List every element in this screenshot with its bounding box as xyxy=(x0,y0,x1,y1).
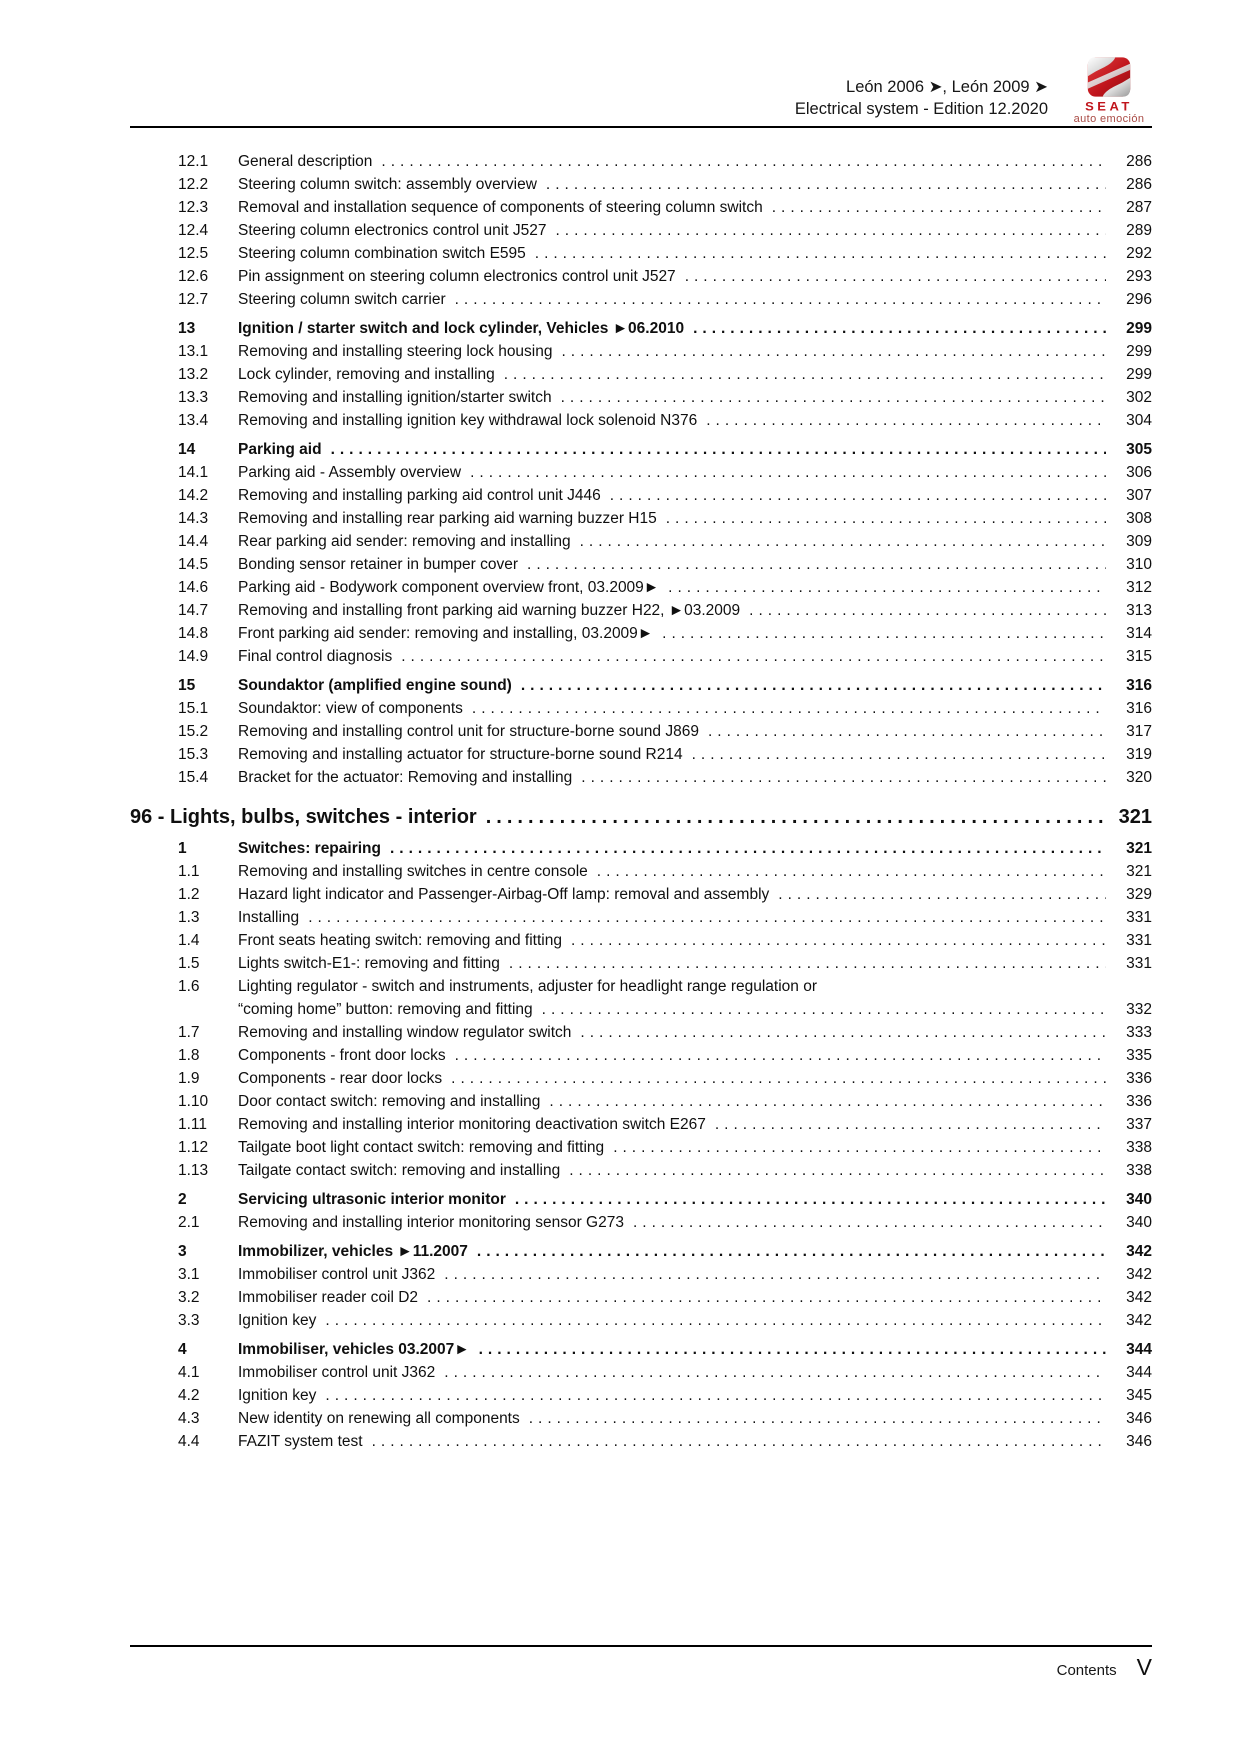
toc-entry xyxy=(130,1384,1152,1407)
entry-number: 1.6 xyxy=(178,978,200,995)
entry-number: 1.7 xyxy=(178,1024,200,1041)
toc-entry xyxy=(130,265,1152,288)
entry-number: 12.6 xyxy=(178,268,209,285)
entry-number: 15.2 xyxy=(178,723,209,740)
dot-leader xyxy=(633,1211,1106,1234)
entry-number: 13 xyxy=(178,320,196,337)
entry-number: 13.3 xyxy=(178,389,209,406)
dot-leader xyxy=(778,883,1106,906)
entry-title: FAZIT system test xyxy=(238,1433,363,1450)
entry-title: Lighting regulator - switch and instruments, adjuster for headlight range regulation or xyxy=(238,978,817,995)
entry-title: Steering column switch: assembly overview xyxy=(238,176,537,193)
toc-entry xyxy=(130,1044,1152,1067)
entry-title: Soundaktor: view of components xyxy=(238,700,463,717)
entry-page-number: 319 xyxy=(1126,746,1152,763)
entry-number: 4.1 xyxy=(178,1364,200,1381)
entry-title: Final control diagnosis xyxy=(238,648,393,665)
entry-title: Immobiliser control unit J362 xyxy=(238,1364,436,1381)
entry-page-number: 286 xyxy=(1126,153,1152,170)
entry-number: 14 xyxy=(178,441,196,458)
toc-entry xyxy=(130,1090,1152,1113)
entry-page-number: 292 xyxy=(1126,245,1152,262)
entry-page-number: 342 xyxy=(1126,1289,1152,1306)
entry-page-number: 321 xyxy=(1126,840,1152,857)
entry-number: 14.2 xyxy=(178,487,209,504)
dot-leader xyxy=(521,674,1106,697)
entry-page-number: 340 xyxy=(1126,1191,1152,1208)
entry-title: Removing and installing ignition key withdrawal lock solenoid N376 xyxy=(238,412,698,429)
entry-number: 12.7 xyxy=(178,291,209,308)
entry-title: Removing and installing switches in centre console xyxy=(238,863,588,880)
toc-entry xyxy=(130,386,1152,409)
entry-title: Steering column switch carrier xyxy=(238,291,446,308)
footer-contents-label: Contents xyxy=(1056,1662,1117,1679)
entry-number: 1 xyxy=(178,840,187,857)
dot-leader xyxy=(515,1188,1106,1211)
entry-number: 4.4 xyxy=(178,1433,200,1450)
entry-title: Lock cylinder, removing and installing xyxy=(238,366,495,383)
dot-leader xyxy=(597,860,1106,883)
entry-page-number: 316 xyxy=(1126,700,1152,717)
toc-entry xyxy=(130,409,1152,432)
toc-entry xyxy=(130,1286,1152,1309)
entry-page-number: 306 xyxy=(1126,464,1152,481)
toc-entry xyxy=(130,622,1152,645)
entry-number: 1.8 xyxy=(178,1047,200,1064)
toc-entry xyxy=(130,1407,1152,1430)
entry-page-number: 345 xyxy=(1126,1387,1152,1404)
entry-title: Immobiliser control unit J362 xyxy=(238,1266,436,1283)
dot-leader xyxy=(562,340,1107,363)
entry-page-number: 312 xyxy=(1126,579,1152,596)
entry-title: Tailgate contact switch: removing and installing xyxy=(238,1162,561,1179)
entry-title: Removing and installing actuator for structure-borne sound R214 xyxy=(238,746,683,763)
entry-title: General description xyxy=(238,153,373,170)
entry-number: 14.5 xyxy=(178,556,209,573)
entry-number: 14.9 xyxy=(178,648,209,665)
page-header xyxy=(795,76,1048,120)
dot-leader xyxy=(470,461,1106,484)
entry-title: Components - front door locks xyxy=(238,1047,446,1064)
toc-entry xyxy=(130,929,1152,952)
dot-leader xyxy=(715,1113,1106,1136)
entry-page-number: 336 xyxy=(1126,1070,1152,1087)
toc-entry xyxy=(130,1067,1152,1090)
entry-title: Immobiliser, vehicles 03.2007► xyxy=(238,1341,470,1358)
dot-leader xyxy=(662,622,1106,645)
entry-page-number: 346 xyxy=(1126,1433,1152,1450)
header-rule xyxy=(130,126,1152,128)
entry-page-number: 299 xyxy=(1126,320,1152,337)
toc-entry xyxy=(130,1263,1152,1286)
entry-number: 14.8 xyxy=(178,625,209,642)
entry-number: 12.2 xyxy=(178,176,209,193)
toc-entry xyxy=(130,743,1152,766)
dot-leader xyxy=(692,743,1106,766)
entry-title: 96 - Lights, bulbs, switches - interior xyxy=(130,806,477,828)
toc-entry xyxy=(130,1309,1152,1332)
entry-page-number: 321 xyxy=(1118,806,1152,828)
dot-leader xyxy=(427,1286,1106,1309)
entry-number: 14.7 xyxy=(178,602,209,619)
entry-title: Rear parking aid sender: removing and installing xyxy=(238,533,571,550)
toc-entry xyxy=(130,553,1152,576)
header-edition-line: Electrical system - Edition 12.2020 xyxy=(794,100,1048,118)
toc-entry xyxy=(130,150,1152,173)
toc-entry xyxy=(130,363,1152,386)
entry-page-number: 286 xyxy=(1126,176,1152,193)
entry-page-number: 335 xyxy=(1126,1047,1152,1064)
entry-page-number: 304 xyxy=(1126,412,1152,429)
seat-tagline-text: auto emoción xyxy=(1073,113,1145,125)
entry-title: Ignition key xyxy=(238,1312,317,1329)
dot-leader xyxy=(708,720,1106,743)
entry-page-number: 342 xyxy=(1126,1312,1152,1329)
entry-title: Front seats heating switch: removing and fitting xyxy=(238,932,562,949)
toc-entry xyxy=(130,883,1152,906)
dot-leader xyxy=(529,1407,1106,1430)
page-footer xyxy=(130,1645,1152,1681)
toc-entry xyxy=(130,1240,1152,1263)
toc-entry xyxy=(130,219,1152,242)
entry-number: 15.1 xyxy=(178,700,209,717)
entry-number: 13.4 xyxy=(178,412,209,429)
entry-page-number: 302 xyxy=(1126,389,1152,406)
dot-leader xyxy=(444,1361,1106,1384)
entry-page-number: 299 xyxy=(1126,366,1152,383)
dot-leader xyxy=(772,196,1106,219)
toc-entry xyxy=(130,1113,1152,1136)
dot-leader xyxy=(479,1338,1106,1361)
dot-leader xyxy=(486,803,1106,831)
seat-brand-text: SEAT xyxy=(1085,99,1133,114)
entry-title: Removing and installing rear parking aid warning buzzer H15 xyxy=(238,510,657,527)
toc-entry xyxy=(130,952,1152,975)
entry-title: Lights switch-E1-: removing and fitting xyxy=(238,955,500,972)
toc-entry xyxy=(130,645,1152,668)
entry-page-number: 305 xyxy=(1126,441,1152,458)
dot-leader xyxy=(613,1136,1106,1159)
entry-page-number: 296 xyxy=(1126,291,1152,308)
toc-entry xyxy=(130,438,1152,461)
entry-page-number: 342 xyxy=(1126,1243,1152,1260)
entry-number: 3.2 xyxy=(178,1289,200,1306)
toc-entry xyxy=(130,242,1152,265)
toc-entry xyxy=(130,599,1152,622)
entry-number: 3 xyxy=(178,1243,187,1260)
entry-page-number: 346 xyxy=(1126,1410,1152,1427)
entry-page-number: 338 xyxy=(1126,1139,1152,1156)
toc xyxy=(130,150,1152,1453)
entry-page-number: 314 xyxy=(1126,625,1152,642)
entry-title: Ignition / starter switch and lock cylinder, Vehicles ►06.2010 xyxy=(238,320,685,337)
entry-title: Bonding sensor retainer in bumper cover xyxy=(238,556,519,573)
toc-entry xyxy=(130,530,1152,553)
entry-title: Tailgate boot light contact switch: removing and fitting xyxy=(238,1139,605,1156)
entry-page-number: 309 xyxy=(1126,533,1152,550)
dot-leader xyxy=(571,929,1106,952)
entry-page-number: 340 xyxy=(1126,1214,1152,1231)
entry-number: 14.3 xyxy=(178,510,209,527)
entry-page-number: 289 xyxy=(1126,222,1152,239)
entry-title: Removing and installing front parking aid warning buzzer H22, ►03.2009 xyxy=(238,602,741,619)
entry-number: 12.4 xyxy=(178,222,209,239)
dot-leader xyxy=(308,906,1106,929)
dot-leader xyxy=(668,576,1106,599)
toc-entry xyxy=(130,837,1152,860)
entry-number: 14.6 xyxy=(178,579,209,596)
entry-number: 1.4 xyxy=(178,932,200,949)
dot-leader xyxy=(477,1240,1106,1263)
entry-number: 1.13 xyxy=(178,1162,209,1179)
toc-entry xyxy=(130,484,1152,507)
dot-leader xyxy=(535,242,1106,265)
dot-leader xyxy=(549,1090,1106,1113)
toc-entry xyxy=(130,697,1152,720)
entry-title: Hazard light indicator and Passenger-Airbag-Off lamp: removal and assembly xyxy=(238,886,770,903)
entry-title: Steering column combination switch E595 xyxy=(238,245,526,262)
seat-s-emblem-icon xyxy=(1087,56,1131,98)
entry-number: 1.5 xyxy=(178,955,200,972)
dot-leader xyxy=(325,1309,1106,1332)
entry-title: Removing and installing control unit for structure-borne sound J869 xyxy=(238,723,699,740)
toc-entry xyxy=(130,720,1152,743)
dot-leader xyxy=(451,1067,1106,1090)
entry-title: Parking aid xyxy=(238,441,322,458)
entry-number: 13.2 xyxy=(178,366,209,383)
entry-number: 1.9 xyxy=(178,1070,200,1087)
dot-leader xyxy=(390,837,1106,860)
entry-number: 12.1 xyxy=(178,153,209,170)
footer-page-number: V xyxy=(1136,1654,1152,1680)
entry-title: Steering column electronics control unit J527 xyxy=(238,222,547,239)
toc-entry xyxy=(130,1361,1152,1384)
toc-entry xyxy=(130,998,1152,1021)
entry-number: 2 xyxy=(178,1191,187,1208)
entry-title: Immobilizer, vehicles ►11.2007 xyxy=(238,1243,468,1260)
toc-entry xyxy=(130,288,1152,311)
entry-title: Components - rear door locks xyxy=(238,1070,443,1087)
entry-title: Removal and installation sequence of components of steering column switch xyxy=(238,199,763,216)
entry-number: 1.3 xyxy=(178,909,200,926)
entry-title: Soundaktor (amplified engine sound) xyxy=(238,677,512,694)
entry-title: Removing and installing interior monitoring deactivation switch E267 xyxy=(238,1116,706,1133)
toc-entry xyxy=(130,906,1152,929)
entry-page-number: 331 xyxy=(1126,932,1152,949)
entry-title: Bracket for the actuator: Removing and installing xyxy=(238,769,573,786)
dot-leader xyxy=(666,507,1106,530)
entry-title: Parking aid - Bodywork component overview front, 03.2009► xyxy=(238,579,660,596)
entry-title: Removing and installing steering lock housing xyxy=(238,343,553,360)
entry-title: Removing and installing ignition/starter switch xyxy=(238,389,552,406)
entry-number: 1.12 xyxy=(178,1139,209,1156)
entry-page-number: 342 xyxy=(1126,1266,1152,1283)
toc-entry xyxy=(130,1338,1152,1361)
dot-leader xyxy=(509,952,1106,975)
toc-entry xyxy=(130,317,1152,340)
toc-entry xyxy=(130,461,1152,484)
entry-page-number: 344 xyxy=(1126,1341,1152,1358)
entry-page-number: 344 xyxy=(1126,1364,1152,1381)
entry-title: New identity on renewing all components xyxy=(238,1410,520,1427)
entry-page-number: 320 xyxy=(1126,769,1152,786)
toc-entry xyxy=(130,766,1152,789)
seat-logo xyxy=(1072,56,1146,125)
dot-leader xyxy=(685,265,1106,288)
entry-title: Parking aid - Assembly overview xyxy=(238,464,462,481)
entry-number: 12.5 xyxy=(178,245,209,262)
entry-page-number: 332 xyxy=(1126,1001,1152,1018)
entry-number: 14.4 xyxy=(178,533,209,550)
entry-title: Ignition key xyxy=(238,1387,317,1404)
entry-number: 1.2 xyxy=(178,886,200,903)
entry-number: 15 xyxy=(178,677,196,694)
entry-title: Switches: repairing xyxy=(238,840,381,857)
entry-page-number: 337 xyxy=(1126,1116,1152,1133)
toc-entry xyxy=(130,803,1152,831)
entry-page-number: 307 xyxy=(1126,487,1152,504)
dot-leader xyxy=(693,317,1106,340)
dot-leader xyxy=(706,409,1106,432)
dot-leader xyxy=(504,363,1106,386)
entry-title: “coming home” button: removing and fitting xyxy=(238,1001,533,1018)
toc-entry xyxy=(130,576,1152,599)
entry-page-number: 338 xyxy=(1126,1162,1152,1179)
dot-leader xyxy=(581,766,1106,789)
entry-page-number: 310 xyxy=(1126,556,1152,573)
dot-leader xyxy=(555,219,1106,242)
entry-number: 13.1 xyxy=(178,343,209,360)
entry-title: Installing xyxy=(238,909,300,926)
entry-page-number: 293 xyxy=(1126,268,1152,285)
entry-title: Removing and installing interior monitoring sensor G273 xyxy=(238,1214,624,1231)
toc-entry xyxy=(130,196,1152,219)
entry-page-number: 315 xyxy=(1126,648,1152,665)
entry-number: 3.3 xyxy=(178,1312,200,1329)
entry-page-number: 317 xyxy=(1126,723,1152,740)
toc-entry xyxy=(130,1159,1152,1182)
toc-entry xyxy=(130,1430,1152,1453)
entry-number: 12.3 xyxy=(178,199,209,216)
entry-number: 4.3 xyxy=(178,1410,200,1427)
entry-page-number: 313 xyxy=(1126,602,1152,619)
toc-entry xyxy=(130,975,1152,998)
entry-page-number: 333 xyxy=(1126,1024,1152,1041)
entry-title: Removing and installing window regulator switch xyxy=(238,1024,572,1041)
entry-number: 15.4 xyxy=(178,769,209,786)
dot-leader xyxy=(542,998,1106,1021)
entry-number: 4.2 xyxy=(178,1387,200,1404)
dot-leader xyxy=(472,697,1106,720)
dot-leader xyxy=(444,1263,1106,1286)
toc-entry xyxy=(130,507,1152,530)
dot-leader xyxy=(610,484,1106,507)
entry-title: Pin assignment on steering column electronics control unit J527 xyxy=(238,268,676,285)
entry-page-number: 329 xyxy=(1126,886,1152,903)
dot-leader xyxy=(580,1021,1106,1044)
entry-number: 1.1 xyxy=(178,863,200,880)
dot-leader xyxy=(455,288,1106,311)
dot-leader xyxy=(401,645,1106,668)
toc-entry xyxy=(130,1211,1152,1234)
entry-number: 2.1 xyxy=(178,1214,200,1231)
entry-number: 15.3 xyxy=(178,746,209,763)
entry-title: Immobiliser reader coil D2 xyxy=(238,1289,419,1306)
entry-number: 14.1 xyxy=(178,464,209,481)
entry-number: 3.1 xyxy=(178,1266,200,1283)
header-model-line: León 2006 ➤, León 2009 ➤ xyxy=(846,78,1048,96)
toc-entry xyxy=(130,860,1152,883)
entry-page-number: 287 xyxy=(1126,199,1152,216)
entry-title: Door contact switch: removing and installing xyxy=(238,1093,541,1110)
entry-page-number: 331 xyxy=(1126,955,1152,972)
toc-entry xyxy=(130,340,1152,363)
entry-number: 4 xyxy=(178,1341,187,1358)
entry-title: Servicing ultrasonic interior monitor xyxy=(238,1191,506,1208)
dot-leader xyxy=(561,386,1106,409)
toc-entry xyxy=(130,1188,1152,1211)
dot-leader xyxy=(749,599,1106,622)
dot-leader xyxy=(527,553,1106,576)
entry-number: 1.10 xyxy=(178,1093,209,1110)
dot-leader xyxy=(325,1384,1106,1407)
dot-leader xyxy=(372,1430,1106,1453)
dot-leader xyxy=(331,438,1106,461)
entry-page-number: 299 xyxy=(1126,343,1152,360)
dot-leader xyxy=(546,173,1106,196)
entry-page-number: 336 xyxy=(1126,1093,1152,1110)
toc-entry xyxy=(130,1021,1152,1044)
dot-leader xyxy=(381,150,1106,173)
entry-title: Front parking aid sender: removing and installing, 03.2009► xyxy=(238,625,654,642)
entry-page-number: 321 xyxy=(1126,863,1152,880)
dot-leader xyxy=(455,1044,1106,1067)
dot-leader xyxy=(580,530,1106,553)
toc-entry xyxy=(130,674,1152,697)
entry-page-number: 331 xyxy=(1126,909,1152,926)
toc-entry xyxy=(130,1136,1152,1159)
entry-number: 1.11 xyxy=(178,1116,208,1133)
dot-leader xyxy=(569,1159,1106,1182)
entry-page-number: 308 xyxy=(1126,510,1152,527)
entry-title: Removing and installing parking aid control unit J446 xyxy=(238,487,601,504)
entry-page-number: 316 xyxy=(1126,677,1152,694)
toc-entry xyxy=(130,173,1152,196)
